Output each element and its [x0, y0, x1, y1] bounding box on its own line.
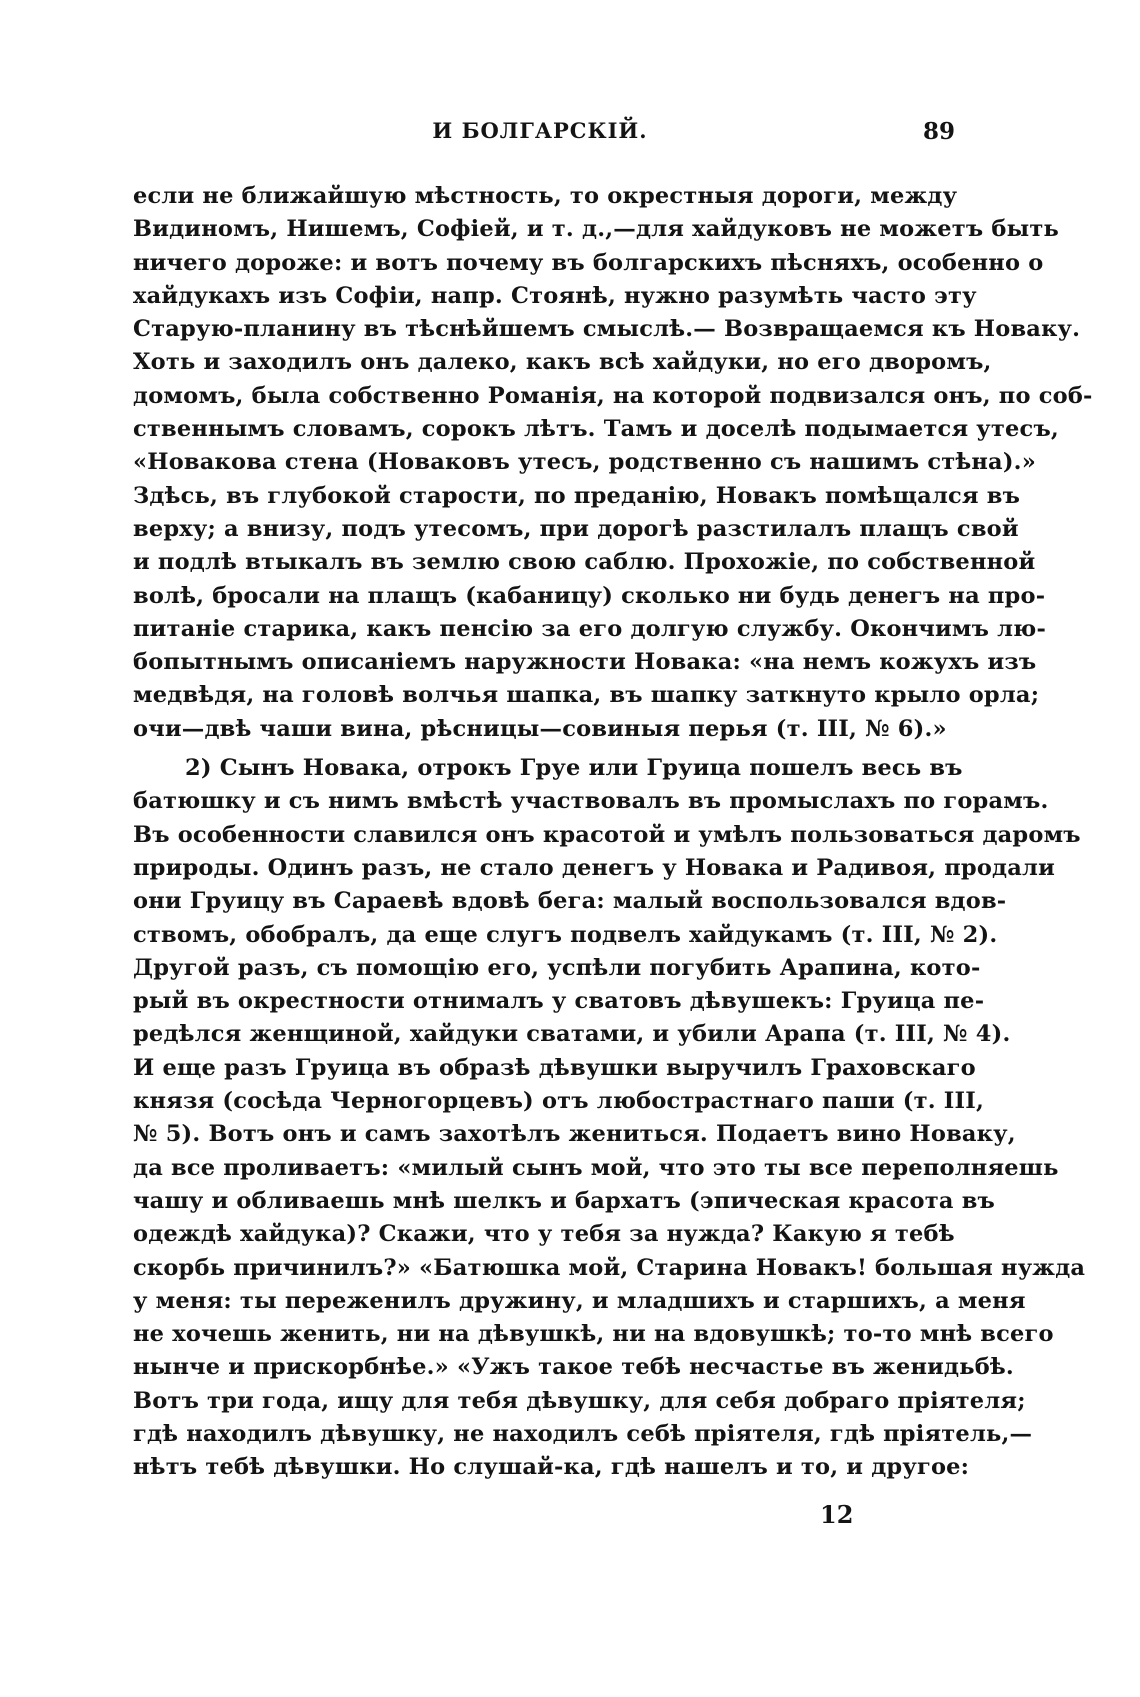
- text-line: Здѣсь, въ глубокой старости, по преданію, Новакъ помѣщался въ: [133, 482, 1021, 509]
- text-line: ствомъ, обобралъ, да еще слугъ подвелъ хайдукамъ (т. III, № 2).: [133, 921, 998, 948]
- text-line: гдѣ находилъ дѣвушку, не находилъ себѣ пріятеля, гдѣ пріятель,—: [133, 1420, 1033, 1447]
- text-line: И еще разъ Груица въ образѣ дѣвушки выручилъ Граховскаго: [133, 1054, 976, 1081]
- text-line: у меня: ты переженилъ дружину, и младшихъ и старшихъ, а меня: [133, 1287, 1026, 1314]
- text-line: скорбь причинилъ?» «Батюшка мой, Старина Новакъ! большая нужда: [133, 1254, 1086, 1281]
- text-line: да все проливаетъ: «милый сынъ мой, что это ты все переполняешь: [133, 1154, 1059, 1181]
- text-line: Въ особенности славился онъ красотой и умѣлъ пользоваться даромъ: [133, 821, 1081, 848]
- text-line: Видиномъ, Нишемъ, Софіей, и т. д.,—для хайдуковъ не можетъ быть: [133, 216, 1059, 243]
- text-line: если не ближайшую мѣстность, то окрестныя дороги, между: [133, 183, 958, 209]
- text-line: батюшку и съ нимъ вмѣстѣ участвовалъ въ промыслахъ по горамъ.: [133, 788, 1049, 815]
- running-head: [100, 118, 980, 158]
- text-line: медвѣдя, на головѣ волчья шапка, въ шапку заткнуто крыло орла;: [133, 682, 1040, 709]
- body-text: [133, 180, 1093, 1485]
- text-line: чашу и обливаешь мнѣ шелкъ и бархатъ (эпическая красота въ: [133, 1187, 995, 1214]
- text-line: природы. Одинъ разъ, не стало денегъ у Новака и Радивоя, продали: [133, 854, 1055, 881]
- text-line: рый въ окрестности отнималъ у сватовъ дѣвушекъ: Груица пе-: [133, 988, 985, 1015]
- text-line: Старую-планину въ тѣснѣйшемъ смыслѣ.— Возвращаемся къ Новаку.: [133, 316, 1081, 343]
- signature-mark: 12: [820, 1500, 854, 1529]
- text-line: одеждѣ хайдука)? Скажи, что у тебя за нужда? Какую я тебѣ: [133, 1221, 955, 1248]
- text-line: питаніе старика, какъ пенсію за его долгую службу. Окончимъ лю-: [133, 615, 1046, 642]
- text-line: № 5). Вотъ онъ и самъ захотѣлъ жениться. Подаетъ вино Новаку,: [133, 1121, 1016, 1148]
- text-line: Хоть и заходилъ онъ далеко, какъ всѣ хайдуки, но его дворомъ,: [133, 349, 992, 376]
- text-line: и подлѣ втыкалъ въ землю свою саблю. Прохожіе, по собственной: [133, 549, 1036, 576]
- text-line: нынче и прискорбнѣе.» «Ужъ такое тебѣ несчастье въ женидьбѣ.: [133, 1354, 1014, 1381]
- paragraph-1: [133, 180, 1093, 746]
- text-line: очи—двѣ чаши вина, рѣсницы—совиныя перья (т. III, № 6).»: [133, 715, 947, 742]
- text-line: ничего дороже: и вотъ почему въ болгарскихъ пѣсняхъ, особенно о: [133, 249, 1044, 276]
- text-line: 2) Сынъ Новака, отрокъ Груе или Груица пошелъ весь въ: [185, 755, 963, 782]
- text-line: хайдукахъ изъ Софіи, напр. Стоянѣ, нужно разумѣть часто эту: [133, 282, 977, 309]
- text-line: они Груицу въ Сараевѣ вдовѣ бега: малый воспользовался вдов-: [133, 888, 1007, 915]
- text-line: Другой разъ, съ помощію его, успѣли погубить Арапина, кото-: [133, 954, 981, 981]
- text-line: верху; а внизу, подъ утесомъ, при дорогѣ разстилалъ плащъ свой: [133, 515, 1019, 542]
- text-line: «Новакова стена (Новаковъ утесъ, родственно съ нашимъ стѣна).»: [133, 449, 1036, 476]
- text-line: Вотъ три года, ищу для тебя дѣвушку, для себя добраго пріятеля;: [133, 1387, 1026, 1414]
- text-line: волѣ, бросали на плащъ (кабаницу) сколько ни будь денегъ на про-: [133, 582, 1046, 609]
- text-line: нѣтъ тебѣ дѣвушки. Но слушай-ка, гдѣ нашелъ и то, и другое:: [133, 1454, 970, 1481]
- text-line: князя (сосѣда Черногорцевъ) отъ любострастнаго паши (т. III,: [133, 1088, 985, 1115]
- running-title: И БОЛГАРСКІЙ.: [432, 118, 648, 143]
- page-number: 89: [922, 118, 955, 145]
- text-line: ственнымъ словамъ, сорокъ лѣтъ. Тамъ и доселѣ подымается утесъ,: [133, 416, 1059, 443]
- text-line: редѣлся женщиной, хайдуки сватами, и убили Арапа (т. III, № 4).: [133, 1021, 1011, 1048]
- text-line: домомъ, была собственно Романія, на которой подвизался онъ, по соб-: [133, 382, 1093, 409]
- text-line: не хочешь женить, ни на дѣвушкѣ, ни на вдовушкѣ; то-то мнѣ всего: [133, 1321, 1054, 1348]
- text-line: бопытнымъ описаніемъ наружности Новака: «на немъ кожухъ изъ: [133, 649, 1037, 676]
- paragraph-2: [133, 752, 1086, 1485]
